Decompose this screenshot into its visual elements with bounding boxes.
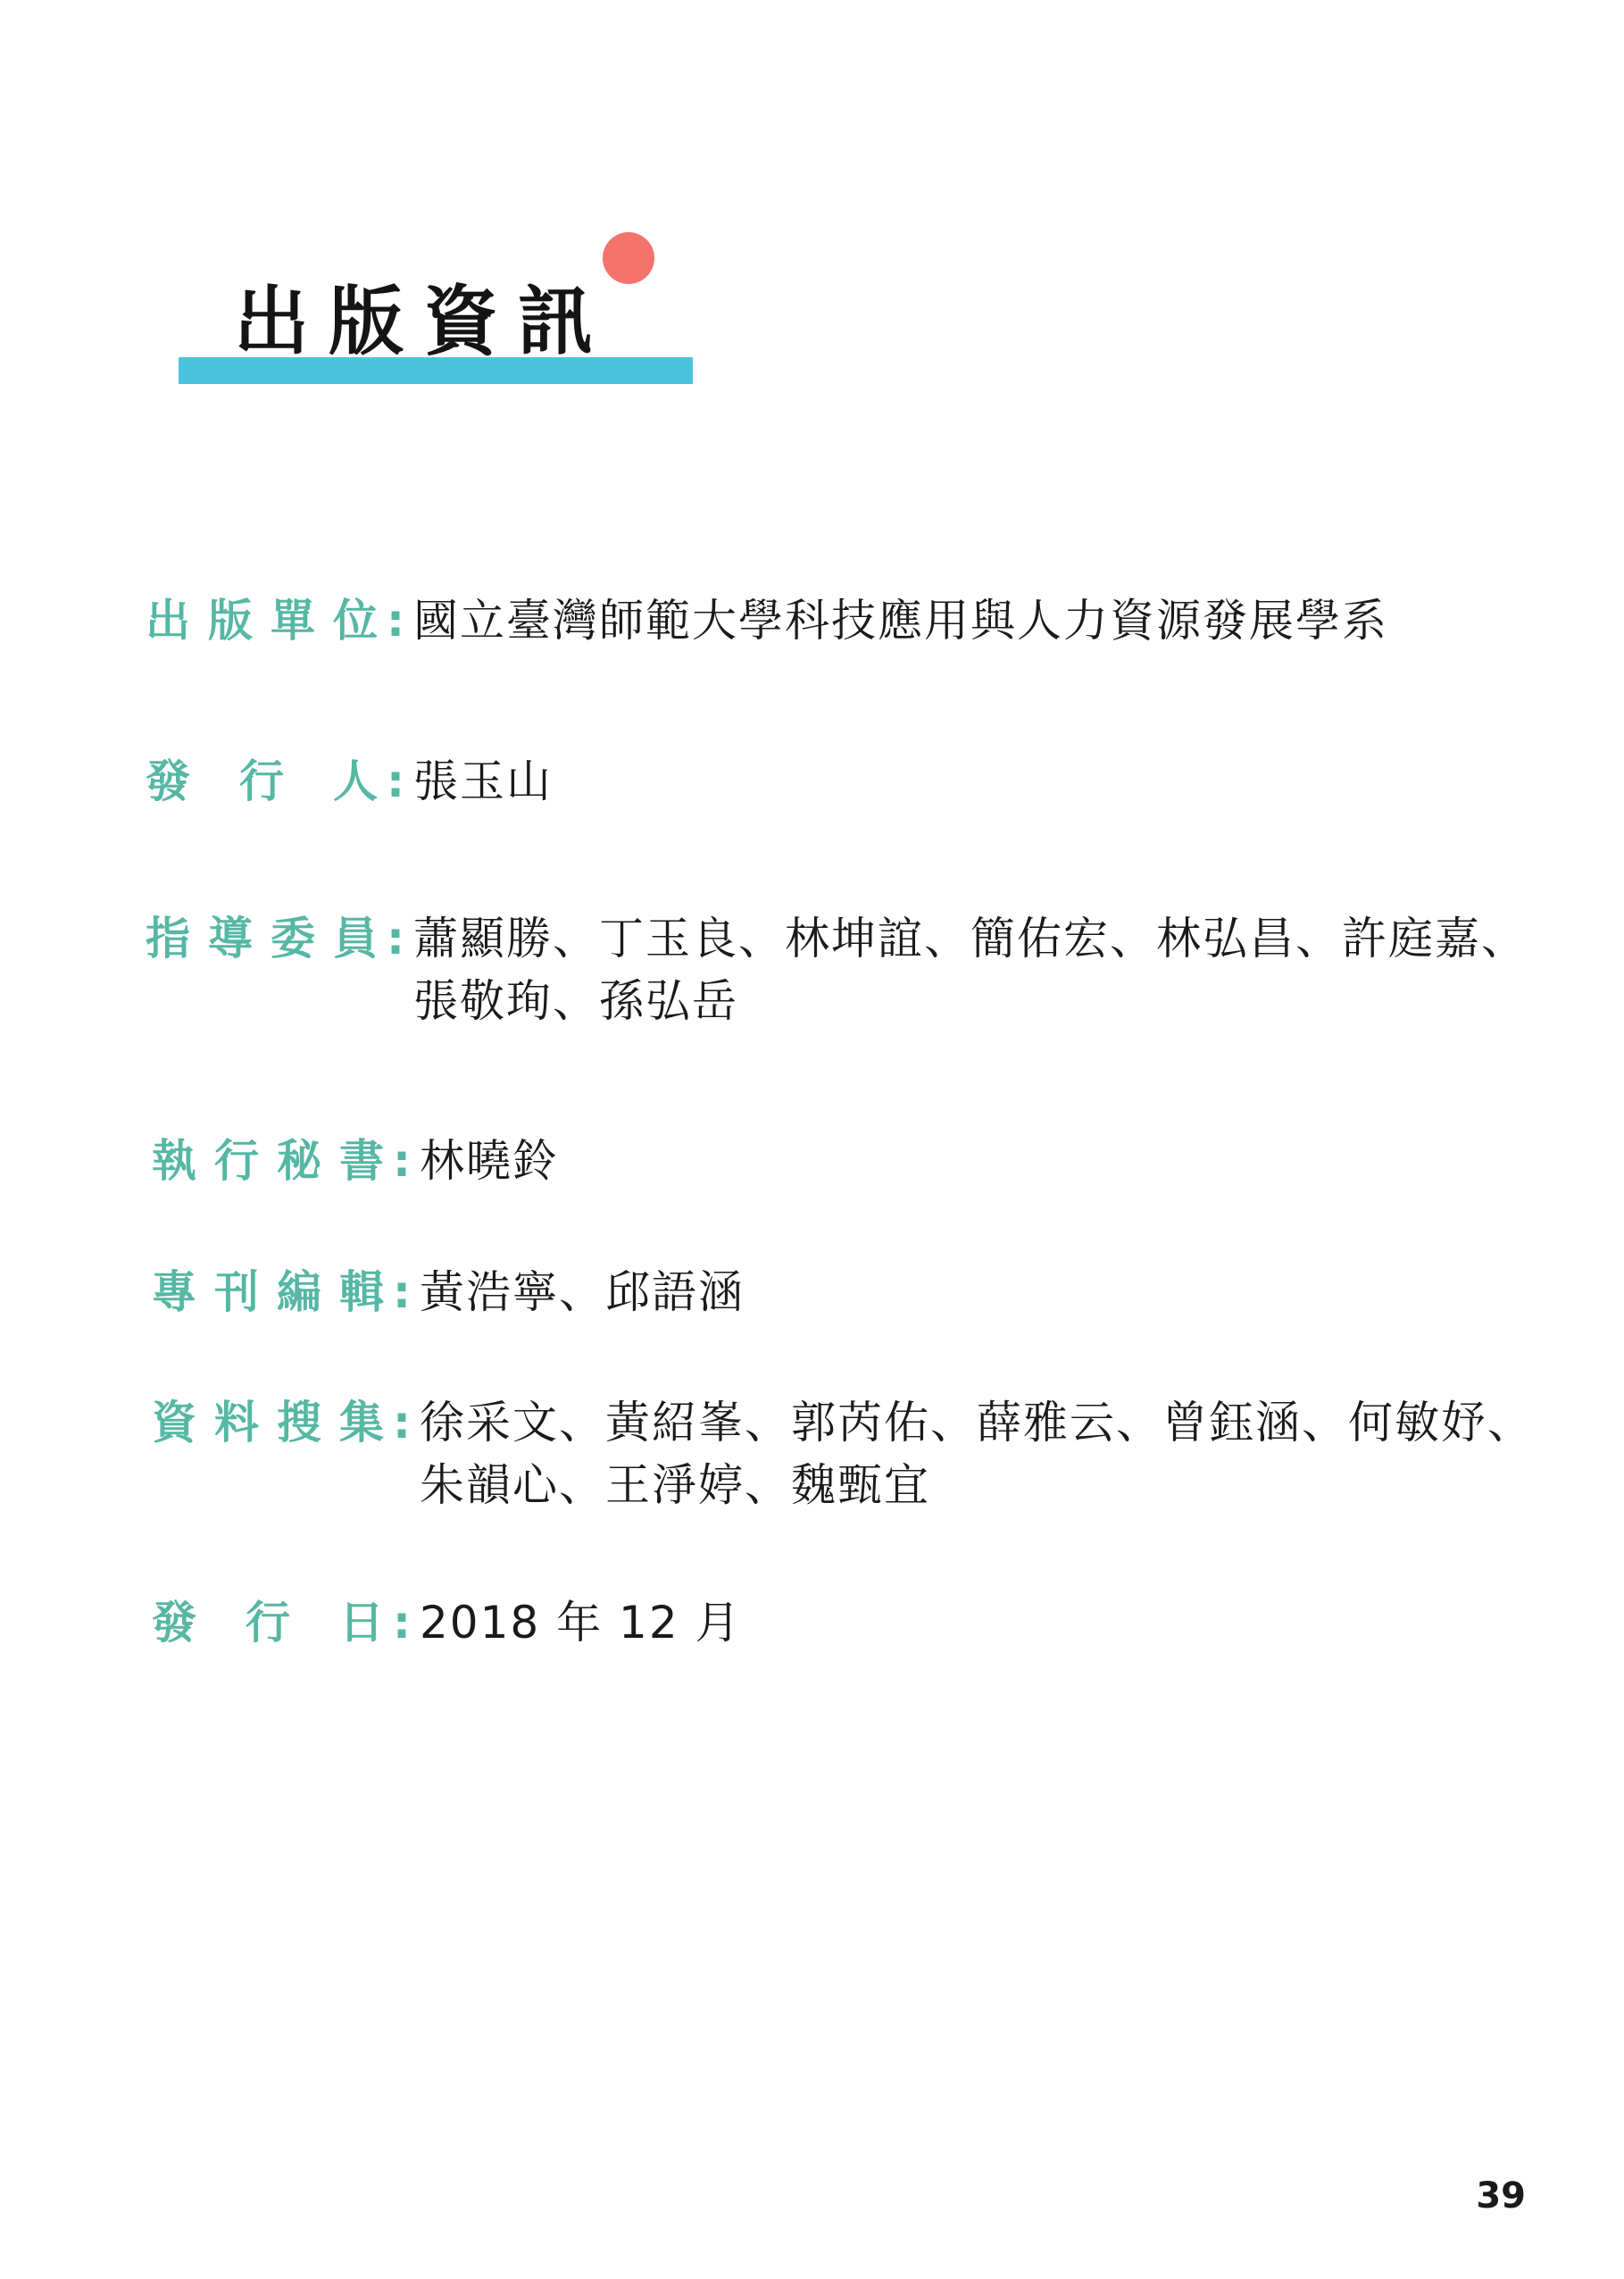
info-colon: :	[393, 1397, 411, 1448]
info-colon: :	[387, 755, 404, 807]
info-value	[420, 1130, 1509, 1192]
info-value	[420, 1591, 1509, 1654]
info-value	[413, 589, 1503, 652]
info-row-data-collection	[152, 1391, 1534, 1516]
info-value-line: 張敬珣、孫弘岳	[413, 975, 738, 1027]
info-value	[420, 1391, 1534, 1516]
info-colon: :	[393, 1135, 411, 1187]
page-number: 39	[1476, 2175, 1526, 2216]
page-title-block	[179, 223, 696, 393]
info-colon: :	[393, 1597, 411, 1649]
info-colon: :	[387, 913, 404, 964]
info-value	[420, 1261, 1509, 1323]
info-label: 發行日	[152, 1597, 384, 1649]
info-value	[413, 907, 1528, 1032]
info-row-publisher-unit	[146, 589, 1503, 652]
info-label: 出版單位	[146, 595, 378, 647]
info-value-line: 張玉山	[413, 755, 553, 807]
info-label: 資料搜集	[152, 1397, 384, 1448]
info-value-line: 國立臺灣師範大學科技應用與人力資源發展學系	[413, 595, 1388, 647]
info-row-issuer	[146, 750, 1503, 813]
info-value-line: 朱韻心、王淨婷、魏甄宜	[420, 1459, 930, 1511]
info-label: 指導委員	[146, 913, 378, 964]
info-value	[413, 750, 1503, 813]
info-value-line: 黃浩寧、邱語涵	[420, 1266, 745, 1318]
info-value-line: 蕭顯勝、丁玉良、林坤誼、簡佑宏、林弘昌、許庭嘉、	[413, 913, 1528, 964]
info-value-line: 2018 年 12 月	[420, 1597, 742, 1649]
info-value-line: 徐采文、黃紹峯、郭芮佑、薛雅云、曾鈺涵、何敏妤、	[420, 1397, 1534, 1448]
info-label: 專刊編輯	[152, 1266, 384, 1318]
info-row-secretary	[152, 1130, 1509, 1192]
info-value-line: 林曉鈴	[420, 1135, 559, 1187]
page-title: 出版資訊	[234, 278, 613, 365]
info-row-publish-date	[152, 1591, 1509, 1654]
info-label: 執行秘書	[152, 1135, 384, 1187]
info-row-committee	[146, 907, 1528, 1032]
info-label: 發行人	[146, 755, 378, 807]
info-colon: :	[393, 1266, 411, 1318]
info-colon: :	[387, 595, 404, 647]
info-row-editor	[152, 1261, 1509, 1323]
